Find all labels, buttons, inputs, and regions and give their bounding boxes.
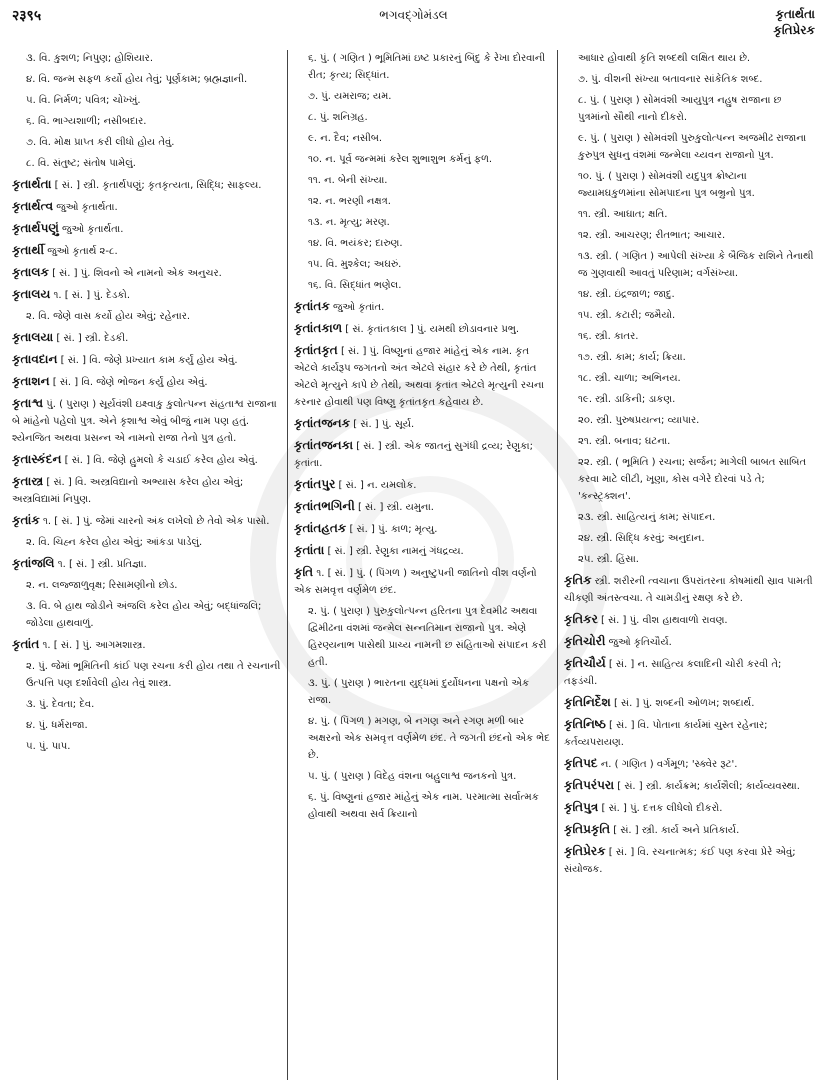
entry-sense <box>12 658 281 692</box>
definition-text: આધાર હોવાથી કૃતિ શબ્દથી લક્ષિત થાય છે. <box>578 53 751 64</box>
definition-text: [ સં. ] ન. સાહિત્ય કલાદિની ચોરી કરવી તે; તફડંચી. <box>564 659 782 687</box>
entry-sense <box>294 109 551 126</box>
entry-sense <box>564 454 815 505</box>
dictionary-entry <box>294 498 551 516</box>
definition-text: ૨૧. સ્ત્રી. બનાવ; ઘટના. <box>578 436 671 447</box>
definition-text: [ સં. ] સ્ત્રી. કાર્ય અને પ્રતિકાર્ય. <box>610 825 740 836</box>
entry-sense <box>294 277 551 294</box>
entry-sense <box>294 130 551 147</box>
dictionary-entry <box>294 320 551 338</box>
entry-sense <box>294 193 551 210</box>
definition-text: જુઓ કૃતાંત. <box>329 302 385 313</box>
dictionary-entry <box>564 821 815 839</box>
headword: કૃતાલય <box>12 287 51 301</box>
entry-sense <box>294 151 551 168</box>
definition-text: ૧૧. ન. બેની સંખ્યા. <box>308 175 388 186</box>
headword: કૃતાંત <box>12 637 40 651</box>
headword: કૃતાર્થપણું <box>12 221 59 235</box>
headword: કૃતાસ્કંદન <box>12 452 62 466</box>
column-3 <box>557 50 815 1080</box>
headword: કૃતિપ્રેરક <box>564 844 606 858</box>
entry-sense <box>294 713 551 764</box>
definition-text: ૧૩. ન. મૃત્યુ; મરણ. <box>308 217 390 228</box>
entry-sense <box>12 92 281 109</box>
dictionary-entry <box>12 451 281 469</box>
dictionary-entry <box>564 755 815 773</box>
headword: કૃતાશ્વ <box>12 396 44 410</box>
headword: કૃતિચૌર્ય <box>564 656 606 670</box>
headword: કૃતાંતજનકા <box>294 438 354 452</box>
definition-text: સ્ત્રી. શરીરની ત્વચાના ઉપરાંતરના કોષમાંથી સ્રાવ પામતી ચીકણી અંતસ્ત્વચા. તે ચામડીનું રક્ષણ કરે છે. <box>564 576 813 604</box>
definition-text: ૬. વિ. ભાગ્યશાળી; નસીબદાર. <box>26 116 147 127</box>
entry-sense <box>564 328 815 345</box>
definition-text: [ સં. ] સ્ત્રી. દેડકી. <box>53 333 129 344</box>
definition-text: ૧૬. સ્ત્રી. કાતર. <box>578 331 639 342</box>
entry-sense <box>564 71 815 88</box>
headword: કૃતાસ્ત્ર <box>12 474 44 488</box>
definition-text: ૭. પું. વીશની સંખ્યા બતાવનાર સાંકેતિક શબ્દ. <box>578 74 763 85</box>
definition-text: ૧. [ સં. ] પું. દેડકો. <box>50 290 131 301</box>
definition-text: ૩. પું. દેવતા; દેવ. <box>26 699 95 710</box>
definition-text: [ સં. ] વિ. જેણે પ્રખ્યાત કામ કર્યું હોય એવું. <box>57 355 238 366</box>
dictionary-entry <box>294 542 551 560</box>
dictionary-entry <box>294 298 551 316</box>
definition-text: ૨. પું. ( પુરાણ ) પુરુકુલોત્પન્ન હરિતના પુત્ર દેવમીઢ અથવા દ્વિમીઢના વંશમાં જન્મેલ સન્નતિમાન રાજાનો પુત્ર. એણે હિરણ્યનાભ પાસેથી પ્રાચ્ય નામની છ સંહિતાઓ સંપાદન કરી હતી. <box>308 606 547 668</box>
page-number: २३९५ <box>12 8 42 24</box>
entry-sense <box>12 134 281 151</box>
entry-sense <box>294 789 551 823</box>
definition-text: [ સં. ] વિ. પોતાના કાર્યમાં ચુસ્ત રહેનાર; કર્તવ્યપરાયણ. <box>564 720 768 748</box>
definition-text: ૨૪. સ્ત્રી. સિદ્ધિ કરવું; અનુદાન. <box>578 533 705 544</box>
headword: કૃતાવદાન <box>12 352 58 366</box>
entry-sense <box>12 308 281 325</box>
guide-word-first: કૃતાર્થતા <box>775 7 815 21</box>
entry-sense <box>294 50 551 84</box>
definition-text: ૫. વિ. નિર્મળ; પવિત્ર; ચોખ્ખું. <box>26 95 141 106</box>
definition-text: ૨૦. સ્ત્રી. પુરુષપ્રયત્ન; વ્યાપાર. <box>578 415 700 426</box>
definition-text: ૧૭. સ્ત્રી. કામ; કાર્ય; ક્રિયા. <box>578 352 686 363</box>
definition-text: ૩. વિ. બે હાથ જોડીને અંજલિ કરેલ હોય એવું; બદ્ધાંજલિ; જોડેલા હાથવાળું. <box>26 601 262 629</box>
definition-text: ૭. પું. યમરાજ; યમ. <box>308 91 392 102</box>
definition-text: ૧૫. વિ. મુશ્કેલ; અઘરું. <box>308 259 402 270</box>
definition-text: [ સં. ] વિ. જેણે હુમલો કે ચડાઈ કરેલ હોય એવું. <box>61 455 258 466</box>
dictionary-entry <box>564 611 815 629</box>
dictionary-entry <box>12 198 281 216</box>
dictionary-entry <box>294 415 551 433</box>
entry-sense <box>564 307 815 324</box>
headword: કૃતાંતજનક <box>294 416 351 430</box>
headword: કૃતાર્થી <box>12 243 45 257</box>
headword: કૃતાંજલિ <box>12 556 55 570</box>
definition-text: ૧૨. સ્ત્રી. આચરણ; રીતભાત; આચાર. <box>578 230 726 241</box>
column-2 <box>287 50 557 1080</box>
entry-sense <box>12 71 281 88</box>
definition-text: ૬. પું. ( ગણિત ) ભૂમિતિમાં ઇષ્ટ પ્રકારનું બિંદુ કે રેખા દોરવાની રીત; કૃત્ય; સિદ્ધાંત. <box>308 53 546 81</box>
definition-text: ૨. વિ. ચિહ્ન કરેલ હોય એવું; આંકડા પાડેલું. <box>26 537 203 548</box>
definition-text: [ સં. ] પું. વિષ્ણુનાં હજાર માંહેનું એક નામ. કૃત એટલે કાર્યરૂપ જગતનો અંત એટલે સંહાર કરે છે તેથી, કૃતાંત એટલે મૃત્યુને કાપે છે તેથી, અથવા કૃતાંત એટલે મૃત્યુની રચના કરનાર હોવાથી પણ વિષ્ણુ કૃતાંતકૃત કહેવાય છે. <box>294 346 544 408</box>
entry-sense <box>564 50 815 67</box>
definition-text: ૨૩. સ્ત્રી. સાહિત્યનું કામ; સંપાદન. <box>578 512 716 523</box>
dictionary-entry <box>564 843 815 878</box>
book-title: ભગવદ્ગોમંડલ <box>379 8 448 22</box>
headword: કૃતાંતપુર <box>294 477 336 491</box>
headword: કૃતાશન <box>12 374 50 388</box>
dictionary-entry <box>12 242 281 260</box>
dictionary-entry <box>12 636 281 654</box>
definition-text: ૧૦. પું. ( પુરાણ ) સોમવંશી યદુપુત્ર ક્રોષ્ટાના જ્યામઘકુળમાંના સોમપાદના પુત્ર બભ્રુનો પુત્ર. <box>578 171 755 199</box>
headword: કૃતાંતકાળ <box>294 321 343 335</box>
headword: કૃતાર્થત્વ <box>12 199 54 213</box>
dictionary-entry <box>12 373 281 391</box>
definition-text: [ સં. ] પું. શબ્દની ઓળખ; શબ્દાર્થ. <box>610 698 755 709</box>
dictionary-entry <box>12 512 281 530</box>
definition-text: ૩. વિ. કુશળ; નિપુણ; હોશિયાર. <box>26 53 154 64</box>
dictionary-entry <box>12 176 281 194</box>
entry-sense <box>564 227 815 244</box>
headword: કૃતાંતા <box>294 543 325 557</box>
definition-text: [ સં. ] પું. સૂર્ય. <box>350 419 415 430</box>
dictionary-entry <box>564 716 815 751</box>
entry-sense <box>564 370 815 387</box>
definition-text: ૮. પું. ( પુરાણ ) સોમવંશી આયુપુત્ર નહુષ રાજાના છ પુત્રમાંનો સૌથી નાનો દીકરો. <box>578 95 782 123</box>
definition-text: જુઓ કૃતિચૌર્ય. <box>605 637 672 648</box>
entry-sense <box>294 214 551 231</box>
definition-text: [ સં. ] વિ. અસ્ત્રવિદ્યાનો અભ્યાસ કરેલ હોય એવું; અસ્ત્રવિદ્યામાં નિપુણ. <box>12 477 244 505</box>
dictionary-entry <box>294 437 551 472</box>
definition-text: ૮. વિ. સંતુષ્ટ; સંતોષ પામેલું. <box>26 158 136 169</box>
definition-text: ૭. વિ. મોક્ષ પ્રાપ્ત કરી લીધો હોય તેવું. <box>26 137 175 148</box>
definition-text: ૪. પું. ( પિંગળ ) મગણ, બે નગણ અને રગણ મળી બાર અક્ષરનો એક સમવૃત્ત વર્ણમેળ છંદ. તે જગતી છંદનો એક ભેદ છે. <box>308 716 550 761</box>
dictionary-entry <box>564 633 815 651</box>
entry-sense <box>564 433 815 450</box>
definition-text: ૧૪. વિ. ભયંકર; દારુણ. <box>308 238 403 249</box>
definition-text: ૧. [ સં. ] પું. ( પિંગળ ) અનુષ્ટુપની જાતિનો વીશ વર્ણનો એક સમવૃત્ત વર્ણમેળ છંદ. <box>294 568 537 596</box>
dictionary-entry <box>294 520 551 538</box>
entry-sense <box>12 113 281 130</box>
entry-sense <box>12 50 281 67</box>
definition-text: ૨૨. સ્ત્રી. ( ભૂમિતિ ) રચના; સર્જન; માગેલી બાબત સાબિત કરવા માટે લીટી, ખૂણા, કોસ વગેરે દોરવાં પડે તે; 'કન્સ્ટ્રક્શન'. <box>578 457 807 502</box>
entry-sense <box>12 717 281 734</box>
entry-sense <box>294 256 551 273</box>
entry-sense <box>12 577 281 594</box>
definition-text: ૧૮. સ્ત્રી. ચાળા; અભિનય. <box>578 373 681 384</box>
entry-sense <box>294 675 551 709</box>
definition-text: ન. ( ગણિત ) વર્ગમૂળ; 'સ્ક્વેર રૂટ'. <box>597 759 738 770</box>
dictionary-entry <box>12 286 281 304</box>
headword: કૃતાંતહતક <box>294 521 347 535</box>
definition-text: [ સં. ] સ્ત્રી. યમુના. <box>354 502 434 513</box>
definition-text: [ સં. ] સ્ત્રી. એક જાતનું સુગંધી દ્રવ્ય; રેણુકા; કૃતાંતા. <box>294 441 533 469</box>
dictionary-entry <box>12 395 281 447</box>
dictionary-entry <box>294 342 551 411</box>
guide-words <box>773 6 815 38</box>
headword: કૃતાંતક <box>294 299 330 313</box>
definition-text: ૧. [ સં. ] સ્ત્રી. પ્રતિજ્ઞા. <box>54 559 147 570</box>
entry-sense <box>294 235 551 252</box>
dictionary-entry <box>294 564 551 599</box>
definition-text: ૨૫. સ્ત્રી. હિંસા. <box>578 554 639 565</box>
definition-text: ૨. વિ. જેણે વાસ કર્યો હોય એવું; રહેનાર. <box>26 311 191 322</box>
guide-word-last: કૃતિપ્રેરક <box>773 23 815 37</box>
definition-text: [ સં. ] પું. વીશ હાથવાળો રાવણ. <box>597 615 728 626</box>
dictionary-entry <box>12 351 281 369</box>
definition-text: ૧૫. સ્ત્રી. કટારી; જમૈયો. <box>578 310 676 321</box>
definition-text: ૧૯. સ્ત્રી. ડાકિની; ડાકણ. <box>578 394 676 405</box>
entry-sense <box>564 168 815 202</box>
headword: કૃતિપદ <box>564 756 598 770</box>
entry-sense <box>564 509 815 526</box>
definition-text: ૫. પું. પાપ. <box>26 741 71 752</box>
entry-sense <box>564 286 815 303</box>
definition-text: ૧૬. વિ. સિદ્ધાંત ભણેલ. <box>308 280 402 291</box>
headword: કૃતાંક <box>12 513 40 527</box>
entry-sense <box>564 92 815 126</box>
headword: કૃતિનિર્દેશ <box>564 695 611 709</box>
definition-text: ૧૨. ન. ભરણી નક્ષત્ર. <box>308 196 391 207</box>
definition-text: ૪. પું. ધર્મરાજા. <box>26 720 88 731</box>
entry-sense <box>12 534 281 551</box>
dictionary-entry <box>12 473 281 508</box>
entry-sense <box>294 768 551 785</box>
definition-text: [ સં. ] વિ. રચનાત્મક; કંઈ પણ કરવા પ્રેરે એવું; સંયોજક. <box>564 847 796 875</box>
definition-text: ૮. પું. શનિગ્રહ. <box>308 112 368 123</box>
definition-text: ૬. પું. વિષ્ણુનાં હજાર માંહેનું એક નામ. પરમાત્મા સર્વાત્મક હોવાથી અથવા સર્વ ક્રિયાનો <box>308 792 539 820</box>
headword: કૃતાંતકૃત <box>294 343 338 357</box>
entry-sense <box>564 206 815 223</box>
definition-text: [ સં. ] ન. યમલોક. <box>335 480 417 491</box>
definition-text: ૯. ન. દૈવ; નસીબ. <box>308 133 383 144</box>
definition-text: ૩. પું. ( પુરાણ ) ભારતના યુદ્ધમાં દુર્યોધનના પક્ષનો એક રાજા. <box>308 678 530 706</box>
definition-text: ૧. [ સં. ] પું. જેમાં ચારનો અંક લખેલો છે તેવો એક પાસો. <box>39 516 270 527</box>
definition-text: ૪. વિ. જન્મ સફળ કર્યો હોય તેવું; પૂર્ણકામ; બ્રહ્મજ્ઞાની. <box>26 74 248 85</box>
definition-text: ૧. [ સં. ] પું. આગમશાસ્ત્ર. <box>39 640 146 651</box>
definition-text: [ સં. ] પું. દત્તક લીધેલો દીકરો. <box>598 803 723 814</box>
definition-text: ૧૦. ન. પૂર્વ જન્મમાં કરેલ શુભાશુભ કર્મનું ફળ. <box>308 154 493 165</box>
headword: કૃતાલક <box>12 265 49 279</box>
entry-sense <box>564 248 815 282</box>
dictionary-entry <box>564 694 815 712</box>
definition-text: [ સં. ] સ્ત્રી. કાર્યક્રમ; કાર્યશૈલી; કાર્યવ્યવસ્થા. <box>614 781 800 792</box>
definition-text: પું. ( પુરાણ ) સૂર્યવંશી ઇક્ષ્વાકુ કુલોત્પન્ન સંહતાશ્વ રાજાના બે માંહેનો પહેલો પુત્ર. એને કૃશાશ્વ એવું બીજું નામ પણ હતું. શ્યેનજિત અથવા પ્રસન્ન એ નામનો રાજા તેનો પુત્ર હતો. <box>12 399 277 444</box>
column-1 <box>12 50 287 1080</box>
definition-text: [ સં. ] પું. કાળ; મૃત્યુ. <box>346 524 438 535</box>
entry-sense <box>294 172 551 189</box>
definition-text: ૨. ન. લજ્જાળુવૃક્ષ; રિસામણીનો છોડ. <box>26 580 178 591</box>
dictionary-entry <box>564 777 815 795</box>
dictionary-entry <box>12 329 281 347</box>
entry-sense <box>12 696 281 713</box>
headword: કૃતાંતભગિની <box>294 499 355 513</box>
definition-text: જુઓ કૃતાર્થતા. <box>58 224 124 235</box>
definition-text: [ સં. ] સ્ત્રી. રેણુકા નામનું ગંધદ્રવ્ય. <box>324 546 464 557</box>
entry-sense <box>564 130 815 164</box>
headword: કૃતાર્થતા <box>12 177 52 191</box>
dictionary-entry <box>12 264 281 282</box>
definition-text: [ સં. ] સ્ત્રી. કૃતાર્થપણું; કૃતકૃત્યતા, સિદ્ધિ; સાફલ્ય. <box>51 180 262 191</box>
definition-text: ૧૪. સ્ત્રી. ઇંદ્રજાળ; જાદુ. <box>578 289 675 300</box>
entry-sense <box>12 598 281 632</box>
page-header <box>12 6 815 50</box>
dictionary-entry <box>564 799 815 817</box>
dictionary-entry <box>12 555 281 573</box>
definition-text: જુઓ કૃતાર્થતા. <box>53 202 118 213</box>
entry-sense <box>564 391 815 408</box>
definition-text: ૧૧. સ્ત્રી. આઘાત; ક્ષતિ. <box>578 209 668 220</box>
columns <box>12 50 815 1080</box>
headword: કૃતિપુત્ર <box>564 800 599 814</box>
definition-text: [ સં. ] પું. શિવનો એ નામનો એક અનુચર. <box>48 268 222 279</box>
entry-sense <box>564 551 815 568</box>
headword: કૃતિકર <box>564 612 598 626</box>
entry-sense <box>294 603 551 671</box>
dictionary-entry <box>294 476 551 494</box>
definition-text: ૧૩. સ્ત્રી. ( ગણિત ) આપેલી સંખ્યા કે બૈજિક રાશિને તેનાથી જ ગુણવાથી આવતું પરિણામ; વર્ગસંખ્યા. <box>578 251 814 279</box>
dictionary-entry <box>564 655 815 690</box>
definition-text: ૨. પું. જેમાં ભૂમિતિની કાંઈ પણ રચના કરી હોય તથા તે રચનાની ઉત્પત્તિ પણ દર્શાવેલી હોય તેવું શાસ્ત્ર. <box>26 661 281 689</box>
headword: કૃતિપરંપરા <box>564 778 615 792</box>
entry-sense <box>564 530 815 547</box>
headword: કૃતિપ્રકૃતિ <box>564 822 611 836</box>
entry-sense <box>12 738 281 755</box>
definition-text: ૫. પું. ( પુરાણ ) વિદેહ વંશના બહુલાશ્વ જનકનો પુત્ર. <box>308 771 517 782</box>
headword: કૃતિનિષ્ઠ <box>564 717 606 731</box>
entry-sense <box>12 155 281 172</box>
dictionary-entry <box>564 572 815 607</box>
headword: કૃતિક <box>564 573 592 587</box>
headword: કૃતિચોરી <box>564 634 606 648</box>
definition-text: જુઓ કૃતાર્થ ૨-૮. <box>44 246 118 257</box>
headword: કૃતાલયા <box>12 330 54 344</box>
dictionary-entry <box>12 220 281 238</box>
definition-text: ૯. પું. ( પુરાણ ) સોમવંશી પુરુકુલોત્પન્ન અજમીઢ રાજાના કુરુપુત્ર સુધનુ વંશમાં જન્મેલા ચ્યવન રાજાનો પુત્ર. <box>578 133 807 161</box>
entry-sense <box>294 88 551 105</box>
entry-sense <box>564 349 815 366</box>
entry-sense <box>564 412 815 429</box>
definition-text: [ સં. કૃતાંતકાલ ] પું. યમથી છોડાવનાર પ્રભુ. <box>342 324 520 335</box>
definition-text: [ સં. ] વિ. જેણે ભોજન કર્યું હોય એવું. <box>49 377 208 388</box>
headword: કૃતિ <box>294 565 314 579</box>
